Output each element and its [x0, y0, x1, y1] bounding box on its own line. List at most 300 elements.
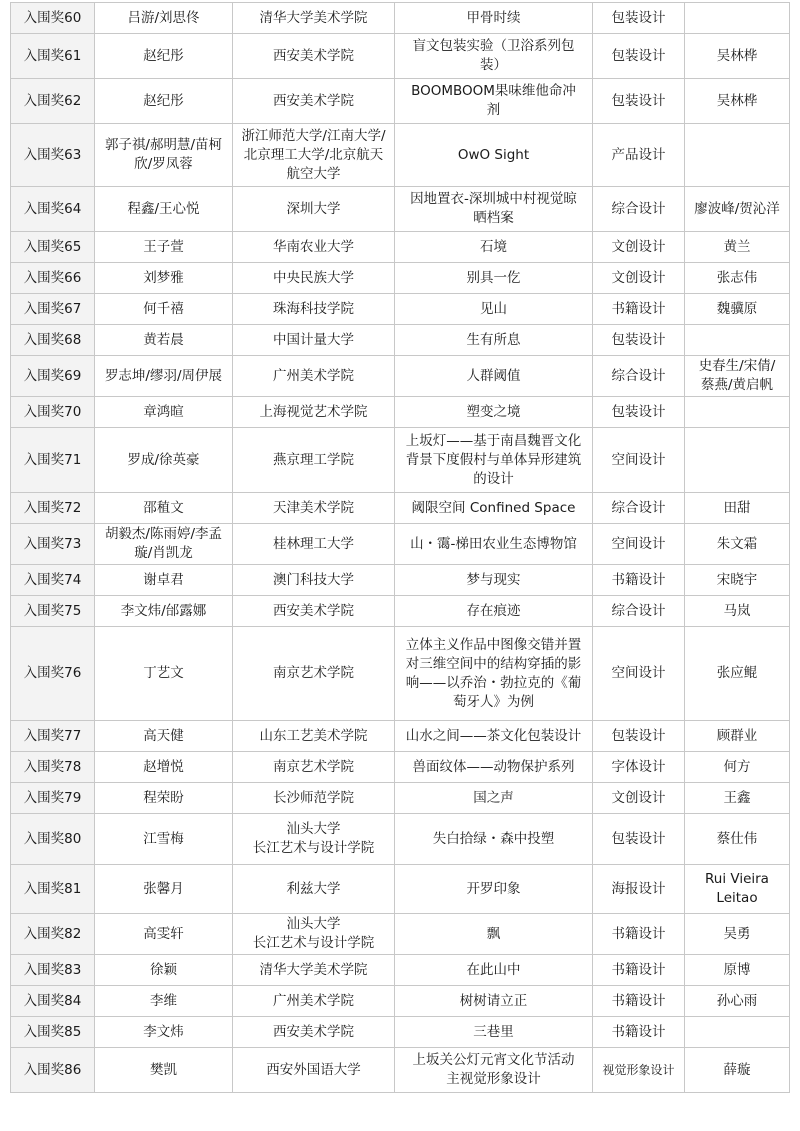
category-cell: 包装设计 [593, 79, 685, 124]
title-cell-line: 萄牙人》为例 [453, 693, 534, 710]
authors-cell-line: 胡毅杰/陈雨婷/李孟 [104, 526, 223, 542]
award-cell: 入围奖67 [11, 294, 95, 325]
title-cell-line: 国之声 [473, 789, 514, 806]
title-cell-line: 人群阈值 [466, 367, 521, 384]
title-cell [395, 124, 593, 187]
school-cell-line: 南京艺术学院 [273, 665, 354, 681]
award-cell: 入围奖83 [11, 955, 95, 986]
category-cell: 字体设计 [593, 752, 685, 783]
award-cell: 入围奖70 [11, 397, 95, 428]
title-cell [395, 783, 593, 814]
award-cell: 入围奖82 [11, 914, 95, 955]
title-cell-line: 生有所息 [466, 331, 521, 348]
advisor-cell-line: Leitao [716, 890, 758, 906]
authors-cell [95, 524, 233, 565]
authors-cell-line: 谢卓君 [143, 571, 184, 588]
title-cell-line: 山・霭-梯田农业生态博物馆 [410, 535, 577, 552]
table-row [11, 955, 790, 986]
award-cell: 入围奖73 [11, 524, 95, 565]
school-cell-line: 燕京理工学院 [273, 451, 354, 468]
category-cell: 空间设计 [593, 627, 685, 721]
title-cell [395, 986, 593, 1017]
authors-cell [95, 627, 233, 721]
award-cell: 入围奖62 [11, 79, 95, 124]
title-cell-line: 开罗印象 [466, 880, 521, 897]
category-cell: 书籍设计 [593, 914, 685, 955]
title-cell [395, 356, 593, 397]
school-cell [233, 3, 395, 34]
advisor-cell [685, 34, 790, 79]
award-cell: 入围奖81 [11, 865, 95, 914]
school-cell [233, 914, 395, 955]
title-cell-line: 兽面纹体——动物保护系列 [412, 758, 575, 775]
advisor-cell [685, 428, 790, 493]
table-row [11, 232, 790, 263]
school-cell [233, 124, 395, 187]
authors-cell-line: 吕游/刘思佟 [127, 9, 200, 26]
advisor-cell [685, 1017, 790, 1048]
category-cell: 书籍设计 [593, 565, 685, 596]
award-cell: 入围奖85 [11, 1017, 95, 1048]
table-row [11, 187, 790, 232]
title-cell [395, 79, 593, 124]
title-cell-line: 响——以乔治・勃拉克的《葡 [405, 674, 582, 691]
advisor-cell-line: 吴林桦 [716, 92, 758, 109]
advisor-cell [685, 263, 790, 294]
advisor-cell-line: 张应鲲 [716, 665, 758, 681]
title-cell-line: 立体主义作品中图像交错并置 [405, 636, 582, 653]
advisor-cell-line: 史春生/宋倩/ [698, 358, 776, 374]
authors-cell-line: 邵稙文 [143, 499, 184, 516]
authors-cell [95, 232, 233, 263]
category-cell: 书籍设计 [593, 294, 685, 325]
advisor-cell [685, 627, 790, 721]
authors-cell-line: 刘梦雅 [143, 269, 184, 286]
table-row [11, 493, 790, 524]
authors-cell [95, 955, 233, 986]
school-cell-line: 中国计量大学 [273, 331, 354, 348]
award-cell: 入围奖74 [11, 565, 95, 596]
advisor-cell [685, 79, 790, 124]
title-cell [395, 3, 593, 34]
school-cell-line: 西安美术学院 [273, 92, 354, 109]
advisor-cell [685, 124, 790, 187]
table-row [11, 397, 790, 428]
title-cell [395, 865, 593, 914]
school-cell [233, 79, 395, 124]
category-cell: 综合设计 [593, 596, 685, 627]
school-cell-line: 西安美术学院 [273, 47, 354, 64]
authors-cell [95, 263, 233, 294]
title-cell [395, 955, 593, 986]
school-cell [233, 294, 395, 325]
authors-cell-line: 李文炜/邰露娜 [120, 602, 207, 619]
school-cell-line: 西安美术学院 [273, 602, 354, 619]
authors-cell [95, 325, 233, 356]
school-cell-line: 北京理工大学/北京航天 [243, 146, 384, 163]
authors-cell [95, 814, 233, 865]
authors-cell-line: 黄若晨 [143, 331, 184, 348]
title-cell [395, 232, 593, 263]
award-cell: 入围奖86 [11, 1048, 95, 1093]
authors-cell-line: 张馨月 [143, 880, 184, 897]
award-cell: 入围奖84 [11, 986, 95, 1017]
table-row [11, 986, 790, 1017]
authors-cell-line: 罗成/徐英豪 [127, 451, 200, 468]
title-cell [395, 627, 593, 721]
table-row [11, 79, 790, 124]
authors-cell-line: 高雯轩 [143, 925, 184, 942]
advisor-cell [685, 232, 790, 263]
school-cell [233, 397, 395, 428]
title-cell [395, 397, 593, 428]
school-cell-line: 山东工艺美术学院 [259, 727, 368, 744]
category-cell: 文创设计 [593, 232, 685, 263]
advisor-cell [685, 986, 790, 1017]
advisor-cell-line: 魏骥原 [716, 300, 758, 317]
advisor-cell-line: 宋晓宇 [716, 571, 758, 588]
school-cell [233, 721, 395, 752]
school-cell-line: 西安美术学院 [273, 1023, 354, 1040]
advisor-cell [685, 3, 790, 34]
table-row [11, 428, 790, 493]
authors-cell [95, 914, 233, 955]
authors-cell-line: 罗志坤/缪羽/周伊展 [104, 367, 223, 384]
advisor-cell [685, 721, 790, 752]
authors-cell-line: 璇/肖凯龙 [134, 545, 193, 561]
advisor-cell [685, 493, 790, 524]
authors-cell-line: 欣/罗凤蓉 [134, 156, 193, 172]
school-cell-line: 南京艺术学院 [273, 758, 354, 775]
advisor-cell [685, 356, 790, 397]
award-cell: 入围奖76 [11, 627, 95, 721]
award-table-body [11, 3, 790, 1093]
category-cell: 包装设计 [593, 397, 685, 428]
school-cell-line: 深圳大学 [286, 200, 341, 217]
school-cell [233, 187, 395, 232]
category-cell: 视觉形象设计 [593, 1048, 685, 1093]
authors-cell-line: 赵增悦 [143, 758, 184, 775]
award-cell: 入围奖72 [11, 493, 95, 524]
school-cell [233, 752, 395, 783]
school-cell [233, 325, 395, 356]
authors-cell [95, 1048, 233, 1093]
authors-cell [95, 356, 233, 397]
school-cell-line: 长江艺术与设计学院 [252, 935, 375, 951]
school-cell [233, 783, 395, 814]
authors-cell [95, 3, 233, 34]
advisor-cell-line: 吴林桦 [716, 47, 758, 64]
advisor-cell [685, 325, 790, 356]
authors-cell [95, 865, 233, 914]
advisor-cell-line: 朱文霜 [716, 535, 758, 552]
authors-cell-line: 江雪梅 [143, 830, 184, 847]
table-row [11, 865, 790, 914]
category-cell: 空间设计 [593, 524, 685, 565]
advisor-cell-line: 蔡仕伟 [716, 830, 758, 847]
award-cell: 入围奖65 [11, 232, 95, 263]
authors-cell [95, 565, 233, 596]
school-cell [233, 356, 395, 397]
advisor-cell-line: 孙心雨 [716, 992, 758, 1009]
school-cell-line: 广州美术学院 [273, 367, 354, 384]
title-cell-line: 塑变之境 [466, 403, 521, 420]
title-cell-line: 甲骨时续 [466, 9, 521, 26]
authors-cell [95, 428, 233, 493]
school-cell-line: 华南农业大学 [273, 238, 354, 255]
authors-cell-line: 樊凯 [150, 1061, 177, 1078]
category-cell: 包装设计 [593, 721, 685, 752]
award-cell: 入围奖68 [11, 325, 95, 356]
table-row [11, 1048, 790, 1093]
title-cell-line: 晒档案 [473, 210, 514, 226]
title-cell-line: 背景下度假村与单体异形建筑 [405, 451, 582, 468]
award-cell: 入围奖77 [11, 721, 95, 752]
table-row [11, 124, 790, 187]
authors-cell [95, 397, 233, 428]
table-row [11, 325, 790, 356]
title-cell-line: 的设计 [473, 470, 514, 487]
table-row [11, 263, 790, 294]
title-cell-line: 树树请立正 [459, 992, 528, 1009]
title-cell [395, 1017, 593, 1048]
advisor-cell-line: 薛璇 [723, 1061, 751, 1078]
award-cell: 入围奖80 [11, 814, 95, 865]
category-cell: 海报设计 [593, 865, 685, 914]
table-row [11, 721, 790, 752]
school-cell [233, 596, 395, 627]
title-cell [395, 428, 593, 493]
award-cell: 入围奖75 [11, 596, 95, 627]
award-cell: 入围奖66 [11, 263, 95, 294]
title-cell-line: OwO Sight [457, 146, 530, 163]
title-cell [395, 493, 593, 524]
advisor-cell [685, 397, 790, 428]
authors-cell-line: 郭子祺/郝明慧/苗柯 [104, 137, 223, 153]
category-cell: 书籍设计 [593, 986, 685, 1017]
award-cell: 入围奖63 [11, 124, 95, 187]
table-row [11, 294, 790, 325]
category-cell: 包装设计 [593, 814, 685, 865]
category-cell: 综合设计 [593, 356, 685, 397]
advisor-cell-line: 吴勇 [723, 925, 751, 942]
school-cell-line: 澳门科技大学 [273, 571, 354, 588]
school-cell [233, 1048, 395, 1093]
table-row [11, 1017, 790, 1048]
authors-cell [95, 124, 233, 187]
advisor-cell [685, 914, 790, 955]
title-cell-line: 盲文包装实验（卫浴系列包 [412, 38, 575, 54]
title-cell-line: 阈限空间 Confined Space [411, 499, 576, 516]
school-cell-line: 上海视觉艺术学院 [259, 403, 368, 420]
title-cell-line: BOOMBOOM果味维他命冲 [411, 83, 576, 99]
award-cell: 入围奖71 [11, 428, 95, 493]
category-cell: 综合设计 [593, 187, 685, 232]
authors-cell-line: 程鑫/王心悦 [127, 200, 200, 217]
award-cell: 入围奖61 [11, 34, 95, 79]
advisor-cell [685, 524, 790, 565]
category-cell: 书籍设计 [593, 1017, 685, 1048]
school-cell [233, 524, 395, 565]
title-cell-line: 装） [480, 57, 507, 73]
authors-cell [95, 294, 233, 325]
school-cell [233, 34, 395, 79]
title-cell [395, 914, 593, 955]
advisor-cell [685, 1048, 790, 1093]
table-row [11, 914, 790, 955]
school-cell-line: 天津美术学院 [273, 499, 354, 516]
title-cell [395, 263, 593, 294]
school-cell-line: 广州美术学院 [273, 992, 354, 1009]
title-cell-line: 见山 [480, 300, 507, 317]
advisor-cell-line: 马岚 [723, 602, 751, 619]
school-cell-line: 长江艺术与设计学院 [252, 840, 375, 856]
school-cell [233, 263, 395, 294]
title-cell [395, 596, 593, 627]
school-cell [233, 865, 395, 914]
authors-cell-line: 李维 [150, 992, 177, 1009]
school-cell-line: 西安外国语大学 [266, 1061, 361, 1078]
title-cell [395, 565, 593, 596]
school-cell [233, 814, 395, 865]
school-cell [233, 1017, 395, 1048]
title-cell [395, 752, 593, 783]
title-cell [395, 187, 593, 232]
title-cell-line: 飘 [486, 925, 501, 942]
authors-cell-line: 赵纪彤 [143, 92, 184, 109]
authors-cell [95, 1017, 233, 1048]
title-cell [395, 325, 593, 356]
authors-cell [95, 986, 233, 1017]
category-cell: 综合设计 [593, 493, 685, 524]
title-cell-line: 上坂灯——基于南昌魏晋文化 [405, 432, 582, 449]
table-row [11, 3, 790, 34]
authors-cell-line: 王子萱 [143, 238, 184, 255]
advisor-cell [685, 294, 790, 325]
advisor-cell [685, 955, 790, 986]
table-row [11, 524, 790, 565]
advisor-cell [685, 783, 790, 814]
school-cell [233, 986, 395, 1017]
school-cell-line: 珠海科技学院 [273, 300, 354, 317]
title-cell-line: 因地置衣-深圳城中村视觉晾 [410, 191, 577, 207]
title-cell [395, 34, 593, 79]
school-cell-line: 航空大学 [286, 165, 341, 182]
school-cell-line: 汕头大学 [286, 916, 341, 932]
category-cell: 文创设计 [593, 783, 685, 814]
title-cell [395, 294, 593, 325]
advisor-cell-line: 廖波峰/贺沁洋 [694, 200, 780, 217]
title-cell-line: 上坂关公灯元宵文化节活动 [412, 1052, 575, 1068]
title-cell-line: 主视觉形象设计 [446, 1071, 541, 1087]
school-cell [233, 232, 395, 263]
advisor-cell-line: 顾群业 [716, 727, 758, 744]
table-row [11, 814, 790, 865]
title-cell-line: 梦与现实 [466, 571, 521, 588]
award-cell: 入围奖78 [11, 752, 95, 783]
table-row [11, 752, 790, 783]
title-cell-line: 失白拾绿・森中投塑 [432, 830, 555, 847]
authors-cell [95, 493, 233, 524]
authors-cell-line: 徐颖 [150, 961, 177, 978]
title-cell-line: 在此山中 [466, 961, 521, 978]
advisor-cell [685, 565, 790, 596]
title-cell-line: 剂 [486, 102, 501, 118]
advisor-cell-line: 原博 [723, 961, 751, 978]
authors-cell [95, 34, 233, 79]
award-table [10, 2, 790, 1093]
school-cell-line: 清华大学美术学院 [259, 9, 368, 26]
title-cell-line: 对三维空间中的结构穿插的影 [405, 655, 582, 672]
school-cell-line: 汕头大学 [286, 821, 341, 837]
school-cell [233, 493, 395, 524]
title-cell [395, 1048, 593, 1093]
school-cell-line: 桂林理工大学 [273, 535, 354, 552]
table-row [11, 34, 790, 79]
title-cell-line: 别具一仡 [466, 269, 521, 286]
school-cell-line: 长沙师范学院 [273, 789, 354, 806]
advisor-cell [685, 865, 790, 914]
authors-cell [95, 596, 233, 627]
authors-cell-line: 章鸿暄 [143, 403, 184, 420]
table-row [11, 783, 790, 814]
title-cell-line: 石境 [480, 238, 507, 255]
authors-cell [95, 187, 233, 232]
advisor-cell-line: 蔡燕/黄启帆 [700, 377, 774, 393]
advisor-cell-line: 黄兰 [723, 238, 751, 255]
authors-cell [95, 721, 233, 752]
authors-cell [95, 79, 233, 124]
table-row [11, 627, 790, 721]
category-cell: 书籍设计 [593, 955, 685, 986]
advisor-cell [685, 752, 790, 783]
award-table-container [10, 2, 789, 1093]
award-cell: 入围奖64 [11, 187, 95, 232]
authors-cell [95, 752, 233, 783]
category-cell: 包装设计 [593, 325, 685, 356]
advisor-cell [685, 187, 790, 232]
school-cell-line: 浙江师范大学/江南大学/ [241, 127, 386, 144]
table-row [11, 565, 790, 596]
school-cell [233, 565, 395, 596]
title-cell-line: 三巷里 [473, 1023, 514, 1040]
title-cell [395, 814, 593, 865]
table-row [11, 356, 790, 397]
title-cell [395, 524, 593, 565]
advisor-cell-line: 何方 [723, 758, 751, 775]
award-cell: 入围奖69 [11, 356, 95, 397]
advisor-cell-line: 王鑫 [723, 789, 751, 806]
category-cell: 文创设计 [593, 263, 685, 294]
award-cell: 入围奖79 [11, 783, 95, 814]
category-cell: 包装设计 [593, 3, 685, 34]
authors-cell [95, 783, 233, 814]
category-cell: 包装设计 [593, 34, 685, 79]
advisor-cell-line: 田甜 [723, 499, 751, 516]
school-cell-line: 清华大学美术学院 [259, 961, 368, 978]
authors-cell-line: 何千禧 [143, 300, 184, 317]
school-cell [233, 428, 395, 493]
school-cell [233, 955, 395, 986]
authors-cell-line: 高天健 [143, 727, 184, 744]
title-cell-line: 存在痕迹 [466, 602, 521, 619]
authors-cell-line: 李文炜 [143, 1023, 184, 1040]
authors-cell-line: 程荣盼 [143, 789, 184, 806]
category-cell: 空间设计 [593, 428, 685, 493]
authors-cell-line: 赵纪彤 [143, 47, 184, 64]
advisor-cell [685, 596, 790, 627]
school-cell-line: 中央民族大学 [273, 269, 354, 286]
